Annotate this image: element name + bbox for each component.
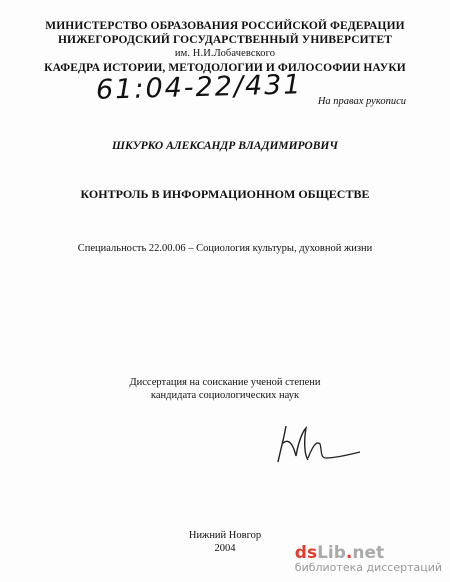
author-name: ШКУРКО АЛЕКСАНДР ВЛАДИМИРОВИЧ [112, 140, 338, 152]
specialty-line: Специальность 22.00.06 – Социология культуры, духовной жизни [77, 243, 373, 254]
degree-line-1: Диссертация на соискание ученой степени [129, 377, 321, 388]
university-line: НИЖЕГОРОДСКИЙ ГОСУДАРСТВЕННЫЙ УНИВЕРСИТЕТ [57, 34, 392, 46]
document-header [0, 19, 450, 75]
dslib-logo: dsLib.net [294, 543, 385, 563]
handwritten-signature [268, 418, 368, 468]
dslib-watermark [295, 544, 442, 574]
university-name-line: им. Н.И.Лобачевского [174, 48, 276, 59]
degree-line-2: кандидата социологических наук [150, 390, 300, 401]
dslib-subtitle: библиотека диссертаций [294, 561, 442, 574]
dissertation-title: КОНТРОЛЬ В ИНФОРМАЦИОННОМ ОБЩЕСТВЕ [80, 187, 370, 201]
manuscript-rights-note: На правах рукописи [317, 96, 406, 107]
handwritten-catalog-number: 61:04-22/431 [95, 69, 303, 106]
degree-statement [0, 376, 450, 402]
city-name: Нижний Новгор [188, 530, 262, 541]
ministry-line: МИНИСТЕРСТВО ОБРАЗОВАНИЯ РОССИЙСКОЙ ФЕДЕРАЦИИ [45, 20, 405, 32]
year: 2004 [214, 543, 236, 554]
department-line: КАФЕДРА ИСТОРИИ, МЕТОДОЛОГИИ И ФИЛОСОФИИ НАУКИ [44, 62, 406, 74]
